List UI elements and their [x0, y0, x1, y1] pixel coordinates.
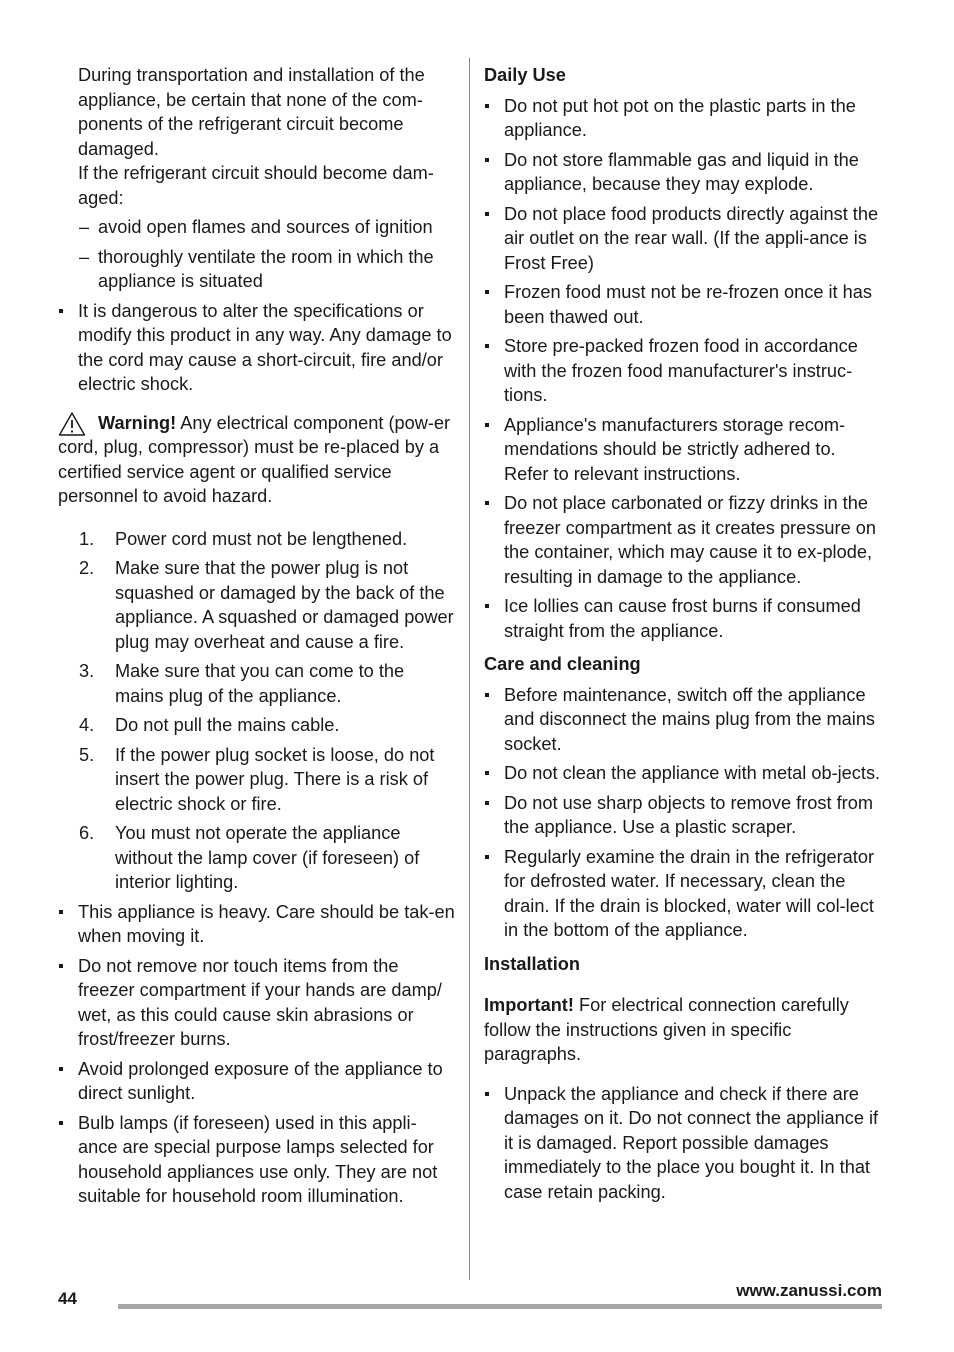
- dash-item: – thoroughly ventilate the room in which the appliance is situated: [79, 246, 434, 291]
- warning-block: [58, 411, 456, 509]
- numbered-item: 3. Make sure that you can come to the mains plug of the appliance.: [79, 661, 405, 706]
- bullet-item: Regularly examine the drain in the refrigerator for defrosted water. If necessary, clean the drain. If the drain is blocked, water will col-lect in the bottom of the appliance.: [484, 845, 884, 943]
- numbered-item: 5. If the power plug socket is loose, do not insert the power plug. There is a risk of electric shock or fire.: [79, 744, 435, 814]
- left-column: [58, 63, 456, 1214]
- bullet-item: This appliance is heavy. Care should be tak-en when moving it.: [58, 900, 456, 949]
- bullet-item: Do not place carbonated or fizzy drinks in the freezer compartment as it creates pressure on the container, which may cause it to ex-plode, resulting in damage to the appliance.: [484, 491, 884, 589]
- bullet-item: Before maintenance, switch off the appliance and disconnect the mains plug from the mains socket.: [484, 683, 884, 757]
- numbered-item: 1. Power cord must not be lengthened.: [79, 528, 408, 549]
- important-label: Important!: [484, 995, 574, 1015]
- column-divider: [469, 58, 470, 1280]
- website-url: www.zanussi.com: [736, 1281, 882, 1300]
- bullet-item: Do not store flammable gas and liquid in the appliance, because they may explode.: [484, 148, 884, 197]
- dash-item: – avoid open flames and sources of ignition: [79, 217, 433, 237]
- bullet-item: Avoid prolonged exposure of the appliance to direct sunlight.: [58, 1057, 456, 1106]
- bullet-item: Bulb lamps (if foreseen) used in this appli-ance are special purpose lamps selected for household appliances use only. They are not suitable for household room illumination.: [58, 1111, 456, 1209]
- bullet-item: Do not place food products directly against the air outlet on the rear wall. (If the appli-ance is Frost Free): [484, 202, 884, 276]
- intro-paragraph: If the refrigerant circuit should become dam-aged:: [78, 163, 434, 208]
- bullet-item: Do not put hot pot on the plastic parts in the appliance.: [484, 94, 884, 143]
- footer-rule: [118, 1304, 882, 1309]
- bullet-item: Ice lollies can cause frost burns if consumed straight from the appliance.: [484, 594, 884, 643]
- warning-text: Any electrical component (pow-er cord, plug, compressor) must be re-placed by a certified service agent or qualified service personnel to avoid hazard.: [58, 412, 451, 506]
- bullet-item: Frozen food must not be re-frozen once it has been thawed out.: [484, 280, 884, 329]
- section-heading-installation: Installation: [484, 953, 580, 974]
- important-text: For electrical connection carefully follow the instructions given in specific paragraphs.: [484, 995, 849, 1064]
- numbered-item: 2. Make sure that the power plug is not squashed or damaged by the back of the appliance. A squashed or damaged power plug may overheat and cause a fire.: [79, 558, 454, 652]
- section-heading-daily-use: Daily Use: [484, 65, 566, 85]
- bullet-item: Appliance's manufacturers storage recom-mendations should be strictly adhered to. Refer to relevant instructions.: [484, 413, 884, 487]
- important-note: [484, 993, 884, 1067]
- bullet-item: Do not use sharp objects to remove frost from the appliance. Use a plastic scraper.: [484, 791, 884, 840]
- page-number: 44: [58, 1289, 77, 1308]
- bullet-item: Store pre-packed frozen food in accordance with the frozen food manufacturer's instruc-tions.: [484, 334, 884, 408]
- bullet-item: Unpack the appliance and check if there are damages on it. Do not connect the appliance if it is damaged. Report possible damages immediately to the place you bought it. In that case retain packing.: [484, 1082, 884, 1205]
- warning-triangle-icon: [58, 411, 86, 437]
- bullet-item: Do not remove nor touch items from the freezer compartment if your hands are damp/ wet, as this could cause skin abrasions or frost/freezer burns.: [58, 954, 456, 1052]
- bullet-item: It is dangerous to alter the specifications or modify this product in any way. Any damage to the cord may cause a short-circuit, fire and/or electric shock.: [58, 299, 456, 397]
- bullet-item: Do not clean the appliance with metal ob-jects.: [484, 761, 884, 786]
- numbered-item: 6. You must not operate the appliance without the lamp cover (if foreseen) of interior lighting.: [79, 823, 420, 892]
- right-column: [484, 63, 884, 1209]
- intro-paragraph: During transportation and installation of the appliance, be certain that none of the com-ponents of the refrigerant circuit become damaged.: [78, 65, 425, 159]
- numbered-item: 4. Do not pull the mains cable.: [79, 715, 340, 735]
- warning-label: Warning!: [98, 412, 177, 433]
- section-heading-care: Care and cleaning: [484, 654, 641, 674]
